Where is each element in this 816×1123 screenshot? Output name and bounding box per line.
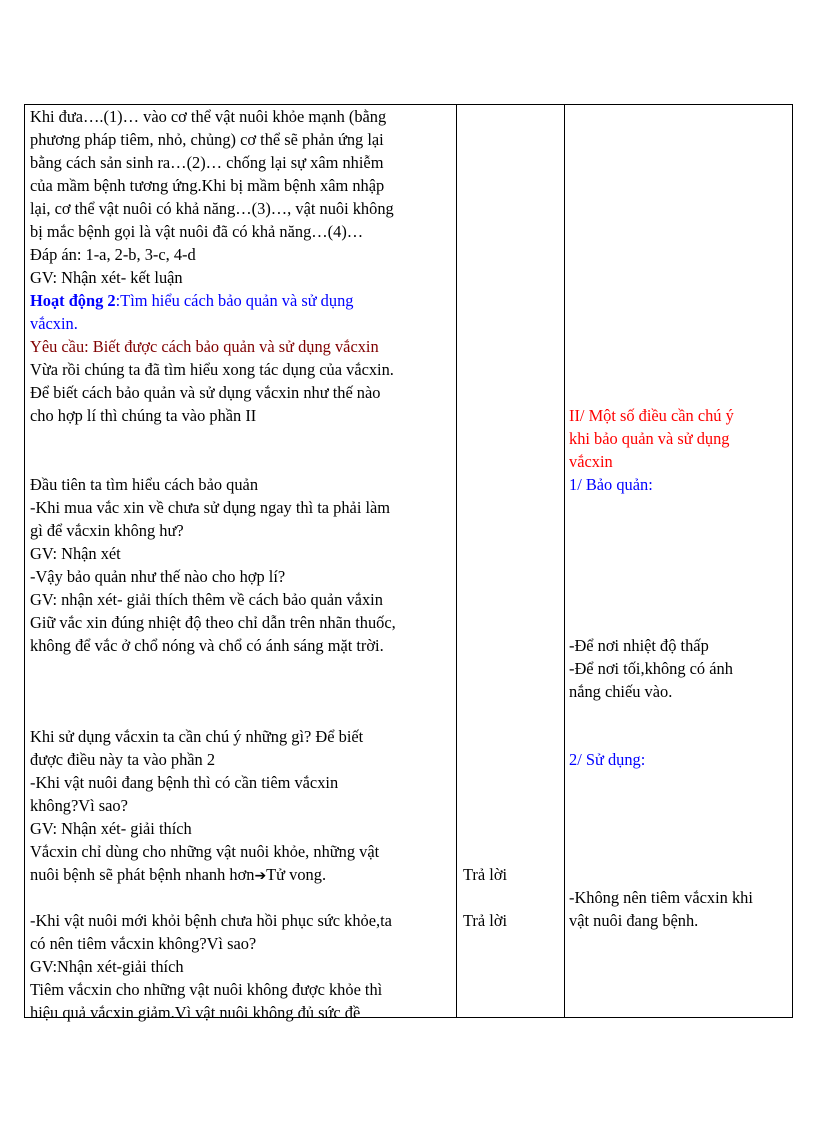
content-line: -Không nên tiêm vắcxin khi <box>569 888 753 907</box>
student-activity-column <box>457 105 564 1017</box>
text-fragment: Tử vong. <box>266 865 327 884</box>
activity-2-title: :Tìm hiểu cách bảo quản và sử dụng <box>115 291 354 310</box>
text-line: Vắcxin chỉ dùng cho những vật nuôi khỏe, những vật <box>30 842 380 861</box>
text-line: Vừa rồi chúng ta đã tìm hiểu xong tác dụng của vắcxin. <box>30 360 394 379</box>
student-answer: Trả lời <box>463 911 508 930</box>
lesson-table <box>24 104 793 1022</box>
text-line: GV: Nhận xét- giải thích <box>30 819 192 838</box>
question-line: không?Vì sao? <box>30 796 128 815</box>
text-line <box>30 863 326 888</box>
text-line: GV: Nhận xét- kết luận <box>30 268 183 287</box>
content-line: -Để nơi tối,không có ánh <box>569 659 733 678</box>
question-line: -Khi mua vắc xin về chưa sử dụng ngay thì ta phải làm <box>30 498 391 517</box>
question-line: -Khi vật nuôi đang bệnh thì có cần tiêm vắcxin <box>30 773 339 792</box>
content-column <box>565 105 793 1017</box>
answer-key: Đáp án: 1-a, 2-b, 3-c, 4-d <box>30 245 196 264</box>
text-line: hiệu quả vắcxin giảm.Vì vật nuôi không đủ sức đề <box>30 1003 361 1022</box>
text-line: cho hợp lí thì chúng ta vào phần II <box>30 406 257 425</box>
section-heading-cont: khi bảo quản và sử dụng <box>569 429 730 448</box>
text-line: Khi sử dụng vắcxin ta cần chú ý những gì? Để biết <box>30 727 364 746</box>
question-line: có nên tiêm vắcxin không?Vì sao? <box>30 934 257 953</box>
text-line: của mầm bệnh tương ứng.Khi bị mầm bệnh xâm nhập <box>30 176 385 195</box>
subsection-usage: 2/ Sử dụng: <box>569 750 646 769</box>
requirement-line: Yêu cầu: Biết được cách bảo quản và sử dụng vắcxin <box>30 337 379 356</box>
right-arrow-icon: ➔ <box>254 868 267 884</box>
text-line: phương pháp tiêm, nhỏ, chủng) cơ thể sẽ phản ứng lại <box>30 130 384 149</box>
activity-2-label: Hoạt động 2 <box>30 291 116 310</box>
subsection-preservation: 1/ Bảo quản: <box>569 475 653 494</box>
text-line: GV:Nhận xét-giải thích <box>30 957 184 976</box>
text-fragment: nuôi bệnh sẽ phát bệnh nhanh hơn <box>30 865 255 884</box>
question-line: gì để vắcxin không hư? <box>30 521 184 540</box>
text-line: Tiêm vắcxin cho những vật nuôi không được khỏe thì <box>30 980 383 999</box>
content-line: vật nuôi đang bệnh. <box>569 911 699 930</box>
text-line: GV: nhận xét- giải thích thêm về cách bảo quản vắxin <box>30 590 383 609</box>
content-line: nắng chiếu vào. <box>569 682 673 701</box>
section-heading-cont: vắcxin <box>569 452 613 471</box>
teacher-activity-column <box>25 105 456 1022</box>
activity-2-title-cont: vắcxin. <box>30 314 78 333</box>
text-line: GV: Nhận xét <box>30 544 121 563</box>
text-line: được điều này ta vào phần 2 <box>30 750 216 769</box>
student-answer: Trả lời <box>463 865 508 884</box>
question-line: -Khi vật nuôi mới khỏi bệnh chưa hồi phục sức khỏe,ta <box>30 911 392 930</box>
section-heading: II/ Một số điều cần chú ý <box>569 406 734 425</box>
text-line: bằng cách sản sinh ra…(2)… chống lại sự xâm nhiễm <box>30 153 384 172</box>
text-line: không để vắc ở chổ nóng và chổ có ánh sáng mặt trời. <box>30 636 384 655</box>
text-line: bị mắc bệnh gọi là vật nuôi đã có khả năng…(4)… <box>30 222 364 241</box>
activity-2-heading <box>30 289 353 312</box>
question-line: -Vậy bảo quản như thế nào cho hợp lí? <box>30 567 286 586</box>
text-line: Để biết cách bảo quản và sử dụng vắcxin như thế nào <box>30 383 381 402</box>
text-line: lại, cơ thể vật nuôi có khả năng…(3)…, vật nuôi không <box>30 199 394 218</box>
text-line: Khi đưa….(1)… vào cơ thể vật nuôi khỏe mạnh (bằng <box>30 107 387 126</box>
text-line: Đầu tiên ta tìm hiểu cách bảo quản <box>30 475 259 494</box>
content-line: -Để nơi nhiệt độ thấp <box>569 636 709 655</box>
text-line: Giữ vắc xin đúng nhiệt độ theo chỉ dẫn trên nhãn thuốc, <box>30 613 396 632</box>
